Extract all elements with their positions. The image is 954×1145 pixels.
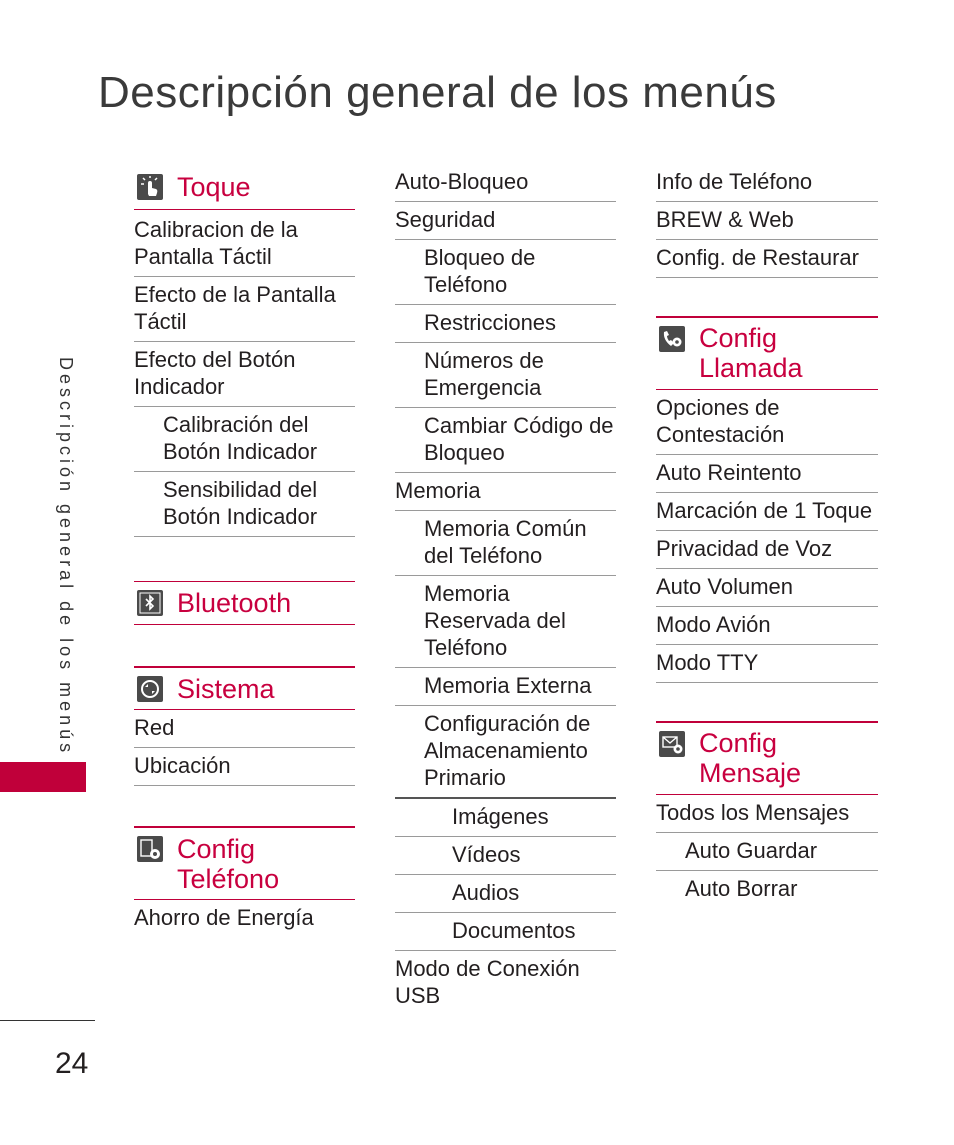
menu-subitem: Sensibilidad del Botón Indicador bbox=[134, 472, 355, 537]
menu-item: Modo TTY bbox=[656, 645, 878, 683]
menu-subitem: Memoria Común del Teléfono bbox=[395, 511, 616, 576]
menu-item: Seguridad bbox=[395, 202, 616, 240]
menu-item: Todos los Mensajes bbox=[656, 795, 878, 833]
menu-subsubitem: Vídeos bbox=[395, 837, 616, 875]
menu-subitem: Calibración del Botón Indicador bbox=[134, 407, 355, 472]
menu-item: Modo Avión bbox=[656, 607, 878, 645]
section-config-mensaje-title-line1: Config bbox=[699, 728, 778, 758]
footer-divider bbox=[0, 1020, 95, 1021]
touch-icon bbox=[137, 174, 163, 200]
menu-item: Auto Reintento bbox=[656, 455, 878, 493]
column-1 bbox=[134, 170, 355, 937]
message-settings-icon bbox=[659, 731, 685, 757]
section-sistema-header bbox=[134, 666, 355, 710]
page-number: 24 bbox=[55, 1047, 89, 1080]
menu-item: Efecto del Botón Indicador bbox=[134, 342, 355, 407]
section-config-telefono-title-line1: Config bbox=[177, 834, 256, 864]
menu-item: Auto-Bloqueo bbox=[395, 164, 616, 202]
column-3 bbox=[656, 164, 878, 908]
menu-subitem: Memoria Reservada del Teléfono bbox=[395, 576, 616, 668]
phone-settings-icon bbox=[137, 836, 163, 862]
menu-item: Ubicación bbox=[134, 748, 355, 786]
side-section-label: Descripción general de los menús bbox=[56, 357, 76, 757]
menu-item: Efecto de la Pantalla Táctil bbox=[134, 277, 355, 342]
menu-item: Red bbox=[134, 710, 355, 748]
menu-subitem: Cambiar Código de Bloqueo bbox=[395, 408, 616, 473]
menu-subitem: Restricciones bbox=[395, 305, 616, 343]
call-settings-icon bbox=[659, 326, 685, 352]
section-config-telefono-title-line2: Teléfono bbox=[177, 864, 280, 894]
system-icon bbox=[137, 676, 163, 702]
section-config-llamada-title-line2: Llamada bbox=[699, 353, 803, 383]
menu-item: Calibracion de la Pantalla Táctil bbox=[134, 210, 355, 277]
section-toque-header bbox=[134, 170, 355, 210]
section-bluetooth-header bbox=[134, 581, 355, 625]
menu-subsubitem: Documentos bbox=[395, 913, 616, 951]
menu-item: Ahorro de Energía bbox=[134, 905, 314, 930]
menu-item: Config. de Restaurar bbox=[656, 240, 878, 278]
section-sistema-title: Sistema bbox=[177, 674, 275, 704]
menu-subsubitem: Audios bbox=[395, 875, 616, 913]
menu-subsubitem: Imágenes bbox=[395, 799, 616, 837]
side-tab-marker bbox=[0, 762, 86, 792]
section-toque-title: Toque bbox=[177, 172, 251, 202]
menu-subitem: Auto Guardar bbox=[656, 833, 878, 871]
page-title: Descripción general de los menús bbox=[98, 68, 777, 117]
menu-item: Auto Volumen bbox=[656, 569, 878, 607]
menu-item: Privacidad de Voz bbox=[656, 531, 878, 569]
menu-item: Info de Teléfono bbox=[656, 164, 878, 202]
menu-subitem: Memoria Externa bbox=[395, 668, 616, 706]
section-config-telefono-header bbox=[134, 826, 355, 900]
menu-item: Marcación de 1 Toque bbox=[656, 493, 878, 531]
section-config-llamada-title-line1: Config bbox=[699, 323, 778, 353]
menu-subitem: Bloqueo de Teléfono bbox=[395, 240, 616, 305]
menu-item: BREW & Web bbox=[656, 202, 878, 240]
section-config-mensaje-header bbox=[656, 721, 878, 795]
menu-item: Memoria bbox=[395, 473, 616, 511]
section-bluetooth-title: Bluetooth bbox=[177, 588, 292, 618]
menu-subitem: Auto Borrar bbox=[685, 876, 798, 901]
menu-item: Opciones de Contestación bbox=[656, 390, 878, 455]
menu-item: Modo de Conexión USB bbox=[395, 956, 580, 1008]
menu-subitem: Configuración de Almacenamiento Primario bbox=[395, 706, 616, 799]
section-config-llamada-header bbox=[656, 316, 878, 390]
menu-subitem: Números de Emergencia bbox=[395, 343, 616, 408]
section-config-mensaje-title-line2: Mensaje bbox=[699, 758, 802, 788]
bluetooth-icon bbox=[137, 590, 163, 616]
column-2 bbox=[395, 164, 616, 1015]
